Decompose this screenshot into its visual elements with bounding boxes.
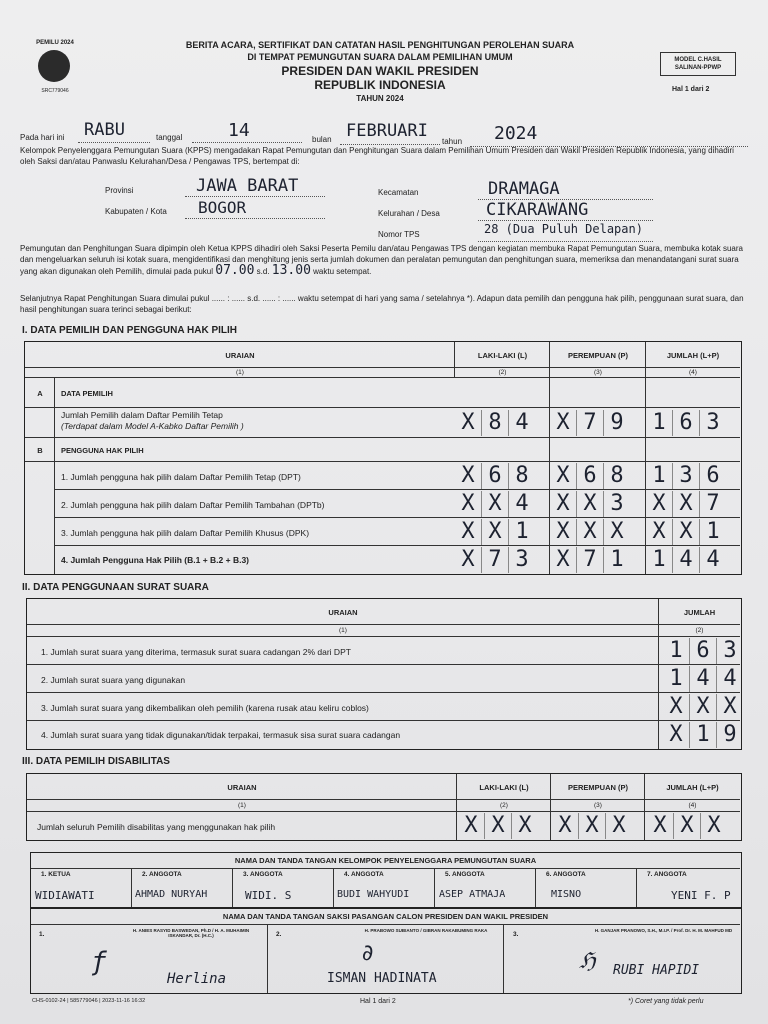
s1-label-b: B bbox=[37, 446, 43, 455]
kpu-logo bbox=[30, 38, 80, 100]
digit: 8 bbox=[515, 463, 529, 488]
s3-header-jumlah: JUMLAH (L+P) bbox=[666, 783, 719, 792]
digit: X bbox=[673, 519, 700, 545]
s2-row3-label: 3. Jumlah surat suara yang dikembalikan oleh pemilih (karena rusak atau keliru coblos) bbox=[41, 703, 369, 713]
waktu-sd: s.d. bbox=[256, 267, 270, 276]
waktu-selesai: 13.00 bbox=[271, 263, 311, 278]
provinsi-label: Provinsi bbox=[105, 186, 134, 195]
saksi-title: NAMA DAN TANDA TANGAN SAKSI PASANGAN CALON PRESIDEN DAN WAKIL PRESIDEN bbox=[222, 912, 549, 921]
digit: X bbox=[646, 491, 673, 517]
s1-b4-perempuan-digits bbox=[550, 547, 630, 573]
digit: 3 bbox=[723, 638, 737, 663]
digit: 6 bbox=[577, 463, 604, 489]
digit: X bbox=[612, 813, 626, 838]
s1-header-jumlah: JUMLAH (L+P) bbox=[666, 351, 720, 360]
s1-b3-laki-digits bbox=[455, 519, 535, 545]
waktu-setempat: waktu setempat. bbox=[313, 267, 372, 276]
s2-row4-label: 4. Jumlah surat suara yang tidak digunakan/tidak terpakai, termasuk sisa surat suara cadangan bbox=[41, 730, 401, 740]
saksi-pair-2: H. PRABOWO SUBIANTO / GIBRAN RAKABUMING RAKA bbox=[364, 928, 488, 933]
s1-num4: (4) bbox=[689, 369, 697, 376]
digit: 8 bbox=[610, 463, 624, 488]
digit: X bbox=[485, 813, 512, 839]
section3-title: III. DATA PEMILIH DISABILITAS bbox=[22, 756, 170, 767]
s2-row3-digits bbox=[663, 694, 743, 720]
s3-num2: (2) bbox=[500, 802, 508, 809]
s3-num4: (4) bbox=[688, 802, 697, 809]
saksi-no-1: 1. bbox=[39, 931, 45, 938]
saksi-signature-2: ∂ bbox=[361, 941, 375, 966]
s3-header-perempuan: PEREMPUAN (P) bbox=[567, 783, 628, 792]
digit: 4 bbox=[515, 491, 529, 516]
digit: 1 bbox=[706, 519, 720, 544]
digit: 1 bbox=[515, 519, 529, 544]
digit: 4 bbox=[690, 666, 717, 692]
s1-title-b: PENGGUNA HAK PILIH bbox=[61, 446, 144, 455]
digit: X bbox=[552, 813, 579, 839]
digit: X bbox=[577, 491, 604, 517]
digit: X bbox=[550, 410, 577, 436]
saksi-signature-1: ƒ bbox=[91, 947, 107, 977]
s2-row4-digits bbox=[663, 722, 743, 748]
s3-num3: (3) bbox=[594, 802, 602, 809]
tahun-label: tahun bbox=[442, 137, 463, 146]
bulan-label: bulan bbox=[312, 135, 332, 144]
digit: X bbox=[550, 547, 577, 573]
digit: 4 bbox=[515, 410, 529, 435]
digit: 7 bbox=[482, 547, 509, 573]
digit: 3 bbox=[706, 410, 720, 435]
digit: 1 bbox=[663, 638, 690, 664]
section1-title: I. DATA PEMILIH DAN PENGGUNA HAK PILIH bbox=[22, 325, 237, 336]
digit: X bbox=[663, 694, 690, 720]
section2-table bbox=[26, 598, 742, 750]
kpps-name-2: AHMAD NURYAH bbox=[135, 889, 208, 900]
saksi-no-2: 2. bbox=[276, 931, 282, 938]
intro-paragraph: Kelompok Penyelenggara Pemungutan Suara (KPPS) mengadakan Rapat Pemungutan dan Penghitungan Suara dalam Pemilihan Umum Presiden dan Wakil Presiden Republik Indonesia, yang dihadiri oleh Saksi dan/atau Panwaslu Kelurahan/Desa / Pengawas TPS, bertempat di: bbox=[20, 146, 734, 166]
kpps-name-4: BUDI WAHYUDI bbox=[337, 889, 410, 900]
s1-a-jumlah-digits bbox=[646, 410, 726, 436]
kelurahan-value: CIKARAWANG bbox=[486, 200, 589, 220]
kabupaten-value: BOGOR bbox=[198, 198, 247, 217]
s1-b1-jumlah-digits bbox=[646, 463, 726, 489]
kpps-name-6: MISNO bbox=[551, 889, 582, 900]
header-line3: PRESIDEN DAN WAKIL PRESIDEN bbox=[281, 64, 479, 78]
section3-table bbox=[26, 773, 742, 841]
kpps-name-3: WIDI. S bbox=[245, 889, 292, 902]
s3-perempuan-digits bbox=[552, 813, 632, 839]
digit: 1 bbox=[646, 463, 673, 489]
digit: X bbox=[663, 722, 690, 748]
waktu-mulai: 07.00 bbox=[215, 263, 255, 278]
s3-header-uraian: URAIAN bbox=[227, 783, 257, 792]
tanggal-label: tanggal bbox=[156, 133, 183, 142]
s3-row-label: Jumlah seluruh Pemilih disabilitas yang menggunakan hak pilih bbox=[37, 822, 276, 832]
digit: X bbox=[455, 491, 482, 517]
digit: X bbox=[674, 813, 701, 839]
saksi-pair-3: H. GANJAR PRANOWO, S.H., M.I.P. / Prof. Dr. H. M. MAHFUD MD bbox=[594, 928, 733, 933]
s1-b2-perempuan-digits bbox=[550, 491, 630, 517]
saksi-signature-3: ℌ bbox=[579, 949, 596, 974]
tps-value: 28 (Dua Puluh Delapan) bbox=[484, 222, 643, 236]
digit: X bbox=[673, 491, 700, 517]
kpps-name-7: YENI F. P bbox=[671, 889, 731, 902]
hari-value: RABU bbox=[84, 120, 125, 140]
digit: X bbox=[707, 813, 721, 838]
s1-header-laki: LAKI-LAKI (L) bbox=[477, 351, 528, 360]
s1-num2: (2) bbox=[498, 369, 507, 376]
section1-table bbox=[24, 341, 742, 575]
digit: 7 bbox=[577, 547, 604, 573]
digit: 4 bbox=[723, 666, 737, 691]
kpps-name-1: WIDIAWATI bbox=[35, 889, 95, 902]
kabupaten-label: Kabupaten / Kota bbox=[105, 207, 167, 216]
section2-title: II. DATA PENGGUNAAN SURAT SUARA bbox=[22, 582, 209, 593]
s2-header-uraian: URAIAN bbox=[328, 608, 358, 617]
digit: 1 bbox=[663, 666, 690, 692]
digit: X bbox=[646, 519, 673, 545]
digit: 4 bbox=[673, 547, 700, 573]
pemungutan-paragraph: Pemungutan dan Penghitungan Suara dipimpin oleh Ketua KPPS dihadiri oleh Saksi Peserta Pemilu dan/atau Pengawas TPS dengan kegiatan membuka Rapat Pemungutan Suara, membuka kotak suara dan mengeluarkan seluruh isi kotak suara, mengidentifikasi dan menghitung jenis serta jumlah dokumen dan peralatan pemungutan dan penghitungan suara, memeriksa dan menandatangani surat suara yang akan digunakan oleh Pemilih, dimulai pada pukul bbox=[20, 244, 743, 276]
s2-row1-digits bbox=[663, 638, 743, 664]
header-line1: BERITA ACARA, SERTIFIKAT DAN CATATAN HASIL PENGHITUNGAN PEROLEHAN SUARA bbox=[185, 40, 575, 50]
digit: 1 bbox=[646, 410, 673, 436]
s2-row2-label: 2. Jumlah surat suara yang digunakan bbox=[41, 675, 186, 685]
header-line2: DI TEMPAT PEMUNGUTAN SUARA DALAM PEMILIHAN UMUM bbox=[247, 52, 513, 62]
digit: 6 bbox=[482, 463, 509, 489]
digit: X bbox=[458, 813, 485, 839]
digit: X bbox=[550, 463, 577, 489]
s3-jumlah-digits bbox=[647, 813, 727, 839]
digit: 9 bbox=[610, 410, 624, 435]
header-line5: TAHUN 2024 bbox=[356, 94, 404, 103]
digit: 3 bbox=[610, 491, 624, 516]
kpps-role-5: 5. ANGGOTA bbox=[445, 871, 485, 878]
s1-b4-laki-digits bbox=[455, 547, 535, 573]
tanggal-value: 14 bbox=[228, 120, 250, 141]
digit: X bbox=[482, 519, 509, 545]
s1-b2-laki-digits bbox=[455, 491, 535, 517]
tps-label: Nomor TPS bbox=[378, 230, 420, 239]
digit: 3 bbox=[515, 547, 529, 572]
s1-num3: (3) bbox=[594, 369, 602, 376]
s1-b3-jumlah-digits bbox=[646, 519, 726, 545]
s3-num1: (1) bbox=[238, 802, 246, 809]
footer-note: *) Coret yang tidak perlu bbox=[628, 998, 704, 1005]
saksi-name-1: Herlina bbox=[167, 971, 227, 987]
digit: 6 bbox=[690, 638, 717, 664]
rapat-paragraph: Selanjutnya Rapat Penghitungan Suara dimulai pukul ...... : ...... s.d. ...... : ...... waktu setempat di hari yang sama / setelahnya *). Adapun data pemilih dan pengguna hak pilih, penggunaan surat suara, dan hasil penghitungan suara terinci sebagai berikut: bbox=[20, 294, 744, 314]
header-line4: REPUBLIK INDONESIA bbox=[314, 78, 446, 92]
kelurahan-label: Kelurahan / Desa bbox=[378, 209, 440, 218]
logo-text-bottom: SRC779046 bbox=[41, 88, 69, 94]
digit: 8 bbox=[482, 410, 509, 436]
saksi-signature-block bbox=[30, 908, 742, 994]
kecamatan-value: DRAMAGA bbox=[488, 179, 560, 199]
s1-b2-jumlah-digits bbox=[646, 491, 726, 517]
saksi-name-2: ISMAN HADINATA bbox=[327, 971, 437, 986]
digit: 4 bbox=[706, 547, 720, 572]
digit: X bbox=[579, 813, 606, 839]
digit: X bbox=[723, 694, 737, 719]
s1-b4-jumlah-digits bbox=[646, 547, 726, 573]
saksi-no-3: 3. bbox=[513, 931, 519, 938]
s2-header-jumlah: JUMLAH bbox=[683, 608, 716, 617]
digit: 1 bbox=[610, 547, 624, 572]
saksi-pair-1: H. ANIES RASYID BASWEDAN, Ph.D / H. A. MUHAIMIN ISKANDAR, Dr. (H.C.) bbox=[132, 928, 250, 938]
digit: X bbox=[482, 491, 509, 517]
s2-num1: (1) bbox=[339, 627, 347, 634]
s1-row-b3-label: 3. Jumlah pengguna hak pilih dalam Daftar Pemilih Khusus (DPK) bbox=[61, 528, 310, 538]
digit: 6 bbox=[673, 410, 700, 436]
kpps-title: NAMA DAN TANDA TANGAN KELOMPOK PENYELENGGARA PEMUNGUTAN SUARA bbox=[234, 856, 537, 865]
tahun-value: 2024 bbox=[494, 123, 538, 144]
digit: X bbox=[550, 519, 577, 545]
s1-row-b1-label: 1. Jumlah pengguna hak pilih dalam Daftar Pemilih Tetap (DPT) bbox=[61, 472, 301, 482]
digit: X bbox=[577, 519, 604, 545]
digit: X bbox=[455, 410, 482, 436]
s1-row-b4-label: 4. Jumlah Pengguna Hak Pilih (B.1 + B.2 + B.3) bbox=[61, 555, 249, 565]
model-box: MODEL C.HASIL SALINAN-PPWP bbox=[660, 52, 736, 76]
kpps-role-4: 4. ANGGOTA bbox=[344, 871, 384, 878]
digit: X bbox=[455, 547, 482, 573]
s1-b1-laki-digits bbox=[455, 463, 535, 489]
digit: X bbox=[550, 491, 577, 517]
s1-b1-perempuan-digits bbox=[550, 463, 630, 489]
s1-header-perempuan: PEREMPUAN (P) bbox=[567, 351, 628, 360]
s1-label-a: A bbox=[37, 389, 43, 398]
digit: X bbox=[455, 463, 482, 489]
s1-title-a: DATA PEMILIH bbox=[61, 389, 113, 398]
kpps-signature-block bbox=[30, 852, 742, 908]
s3-header-laki: LAKI-LAKI (L) bbox=[479, 783, 529, 792]
footer-code: CHS-0102-24 | 585779046 | 2023-11-16 16:32 bbox=[32, 998, 146, 1004]
kpps-role-3: 3. ANGGOTA bbox=[243, 871, 283, 878]
s1-header-uraian: URAIAN bbox=[225, 351, 255, 360]
kpps-role-1: 1. KETUA bbox=[41, 871, 71, 878]
provinsi-value: JAWA BARAT bbox=[196, 176, 299, 196]
header-page: Hal 1 dari 2 bbox=[672, 86, 710, 93]
kpps-role-6: 6. ANGGOTA bbox=[546, 871, 586, 878]
s1-row-a-label: Jumlah Pemilih dalam Daftar Pemilih Tetap bbox=[61, 410, 223, 420]
s1-a-laki-digits bbox=[455, 410, 535, 436]
s1-row-a-sub: (Terdapat dalam Model A-Kabko Daftar Pemilih ) bbox=[61, 421, 244, 431]
s2-num2: (2) bbox=[695, 627, 704, 634]
digit: 3 bbox=[673, 463, 700, 489]
pada-hari-ini-label: Pada hari ini bbox=[20, 133, 65, 142]
s1-b3-perempuan-digits bbox=[550, 519, 630, 545]
saksi-name-3: RUBI HAPIDI bbox=[613, 963, 700, 978]
kecamatan-label: Kecamatan bbox=[378, 188, 419, 197]
footer-page: Hal 1 dari 2 bbox=[360, 998, 396, 1005]
bulan-value: FEBRUARI bbox=[346, 121, 428, 141]
kpps-role-7: 7. ANGGOTA bbox=[647, 871, 687, 878]
s1-row-b2-label: 2. Jumlah pengguna hak pilih dalam Daftar Pemilih Tambahan (DPTb) bbox=[61, 500, 325, 510]
digit: 7 bbox=[577, 410, 604, 436]
digit: 6 bbox=[706, 463, 720, 488]
kpps-name-5: ASEP ATMAJA bbox=[439, 889, 506, 900]
digit: X bbox=[647, 813, 674, 839]
kpu-emblem-icon bbox=[38, 50, 70, 82]
kpps-role-2: 2. ANGGOTA bbox=[142, 871, 182, 878]
digit: 7 bbox=[706, 491, 720, 516]
logo-text-top: PEMILU 2024 bbox=[36, 40, 74, 46]
digit: 9 bbox=[723, 722, 737, 747]
digit: 1 bbox=[690, 722, 717, 748]
s3-laki-digits bbox=[458, 813, 538, 839]
digit: X bbox=[610, 519, 624, 544]
s2-row1-label: 1. Jumlah surat suara yang diterima, termasuk surat suara cadangan 2% dari DPT bbox=[41, 647, 351, 657]
s1-num1: (1) bbox=[236, 369, 244, 376]
digit: 1 bbox=[646, 547, 673, 573]
s2-row2-digits bbox=[663, 666, 743, 692]
digit: X bbox=[518, 813, 532, 838]
s1-a-perempuan-digits bbox=[550, 410, 630, 436]
digit: X bbox=[690, 694, 717, 720]
digit: X bbox=[455, 519, 482, 545]
